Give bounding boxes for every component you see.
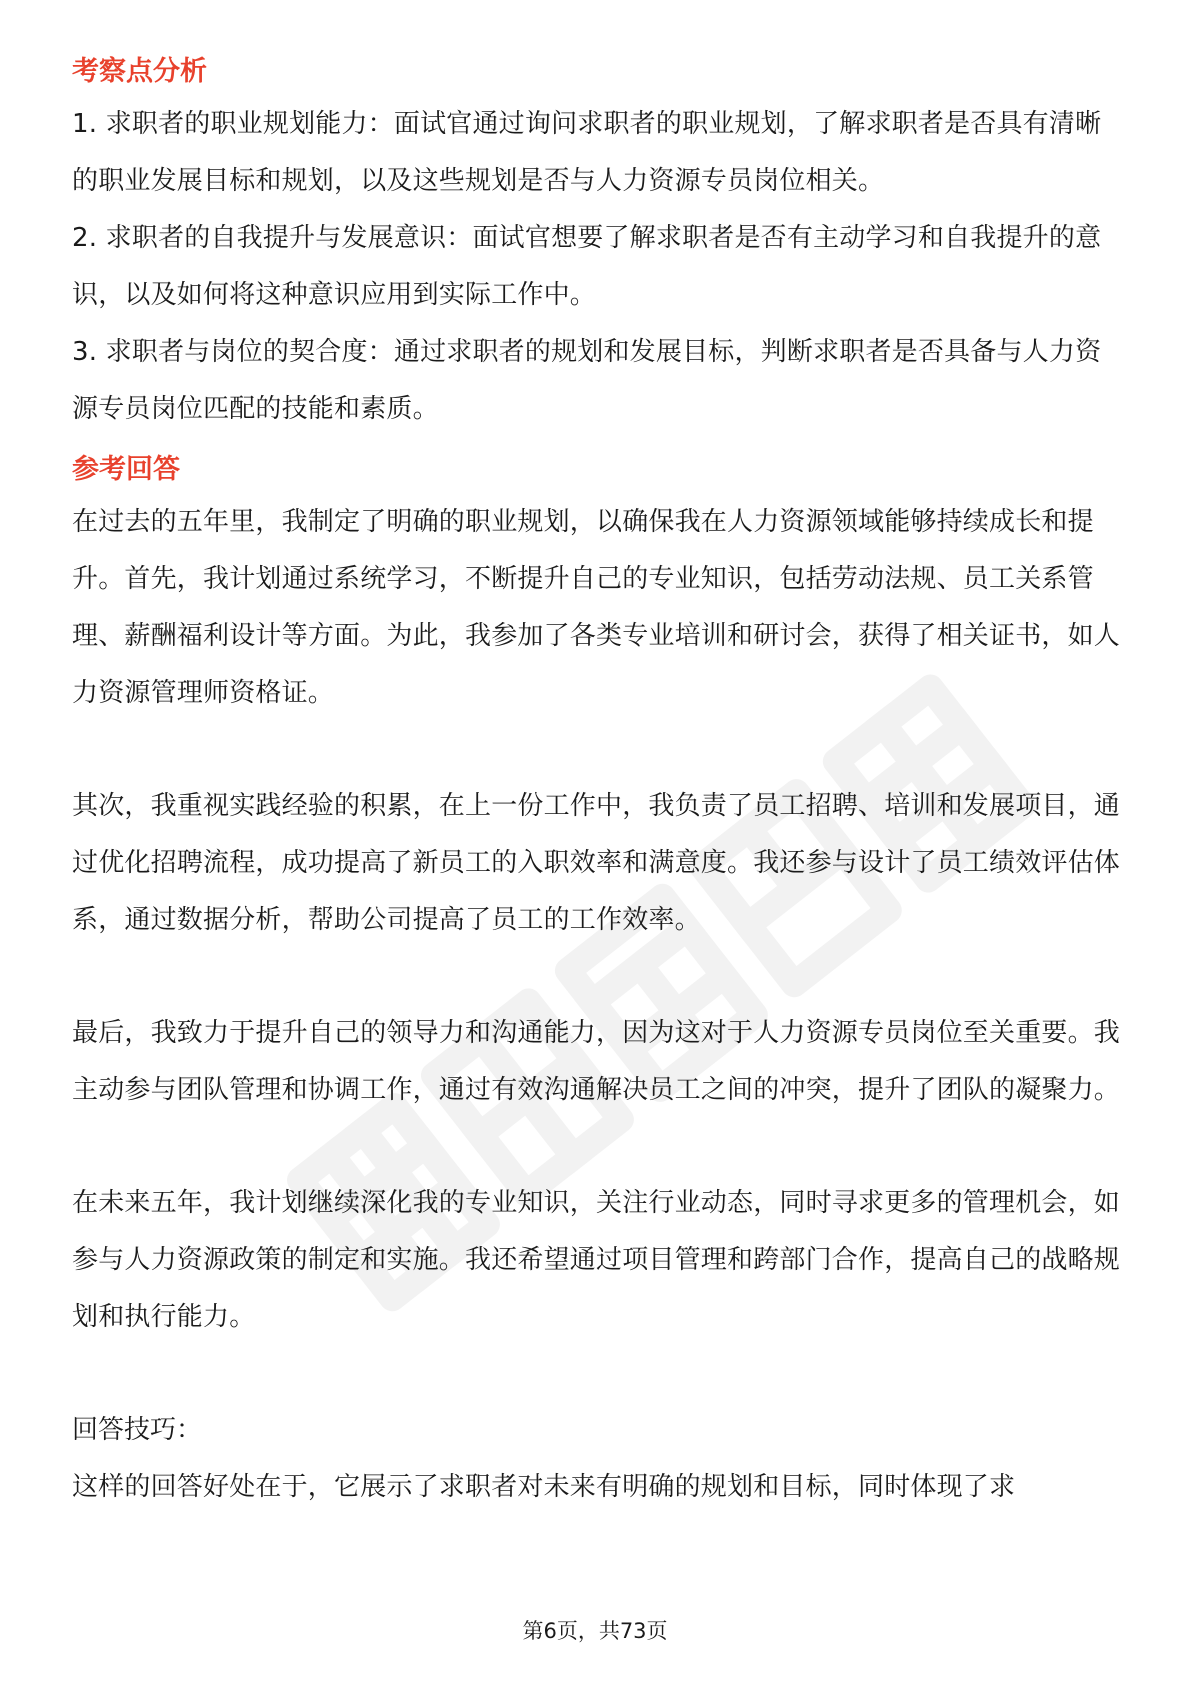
spacer	[72, 1119, 1122, 1175]
tips-text: 这样的回答好处在于，它展示了求职者对未来有明确的规划和目标，同时体现了求	[72, 1472, 1016, 1502]
spacer	[72, 949, 1122, 1005]
spacer	[72, 438, 1122, 446]
answer-paragraph-4: 在未来五年，我计划继续深化我的专业知识，关注行业动态，同时寻求更多的管理机会，如参与人力资源政策的制定和实施。我还希望通过项目管理和跨部门合作，提高自己的战略规划和执行能力。	[72, 1188, 1121, 1332]
analysis-point-2: 2. 求职者的自我提升与发展意识：面试官想要了解求职者是否有主动学习和自我提升的意识，以及如何将这种意识应用到实际工作中。	[72, 223, 1102, 310]
tips-heading: 回答技巧：	[72, 1415, 203, 1445]
analysis-point-3: 3. 求职者与岗位的契合度：通过求职者的规划和发展目标，判断求职者是否具备与人力资源专员岗位匹配的技能和素质。	[72, 337, 1102, 424]
answer-paragraph-3: 最后，我致力于提升自己的领导力和沟通能力，因为这对于人力资源专员岗位至关重要。我主动参与团队管理和协调工作，通过有效沟通解决员工之间的冲突，提升了团队的凝聚力。	[72, 1018, 1121, 1105]
spacer	[72, 1346, 1122, 1402]
answer-paragraph-1: 在过去的五年里，我制定了明确的职业规划，以确保我在人力资源领域能够持续成长和提升。首先，我计划通过系统学习，不断提升自己的专业知识，包括劳动法规、员工关系管理、薪酬福利设计等方面。为此，我参加了各类专业培训和研讨会，获得了相关证书，如人力资源管理师资格证。	[72, 507, 1121, 708]
answer-paragraph-2: 其次，我重视实践经验的积累，在上一份工作中，我负责了员工招聘、培训和发展项目，通过优化招聘流程，成功提高了新员工的入职效率和满意度。我还参与设计了员工绩效评估体系，通过数据分析，帮助公司提高了员工的工作效率。	[72, 791, 1121, 935]
spacer	[72, 722, 1122, 778]
section-heading-analysis: 考察点分析	[72, 56, 207, 87]
page-number-footer: 第6页，共73页	[522, 1619, 668, 1643]
document-page	[72, 48, 1122, 1516]
section-heading-answer: 参考回答	[72, 454, 180, 485]
analysis-point-1: 1. 求职者的职业规划能力：面试官通过询问求职者的职业规划，了解求职者是否具有清晰的职业发展目标和规划，以及这些规划是否与人力资源专员岗位相关。	[72, 109, 1102, 196]
